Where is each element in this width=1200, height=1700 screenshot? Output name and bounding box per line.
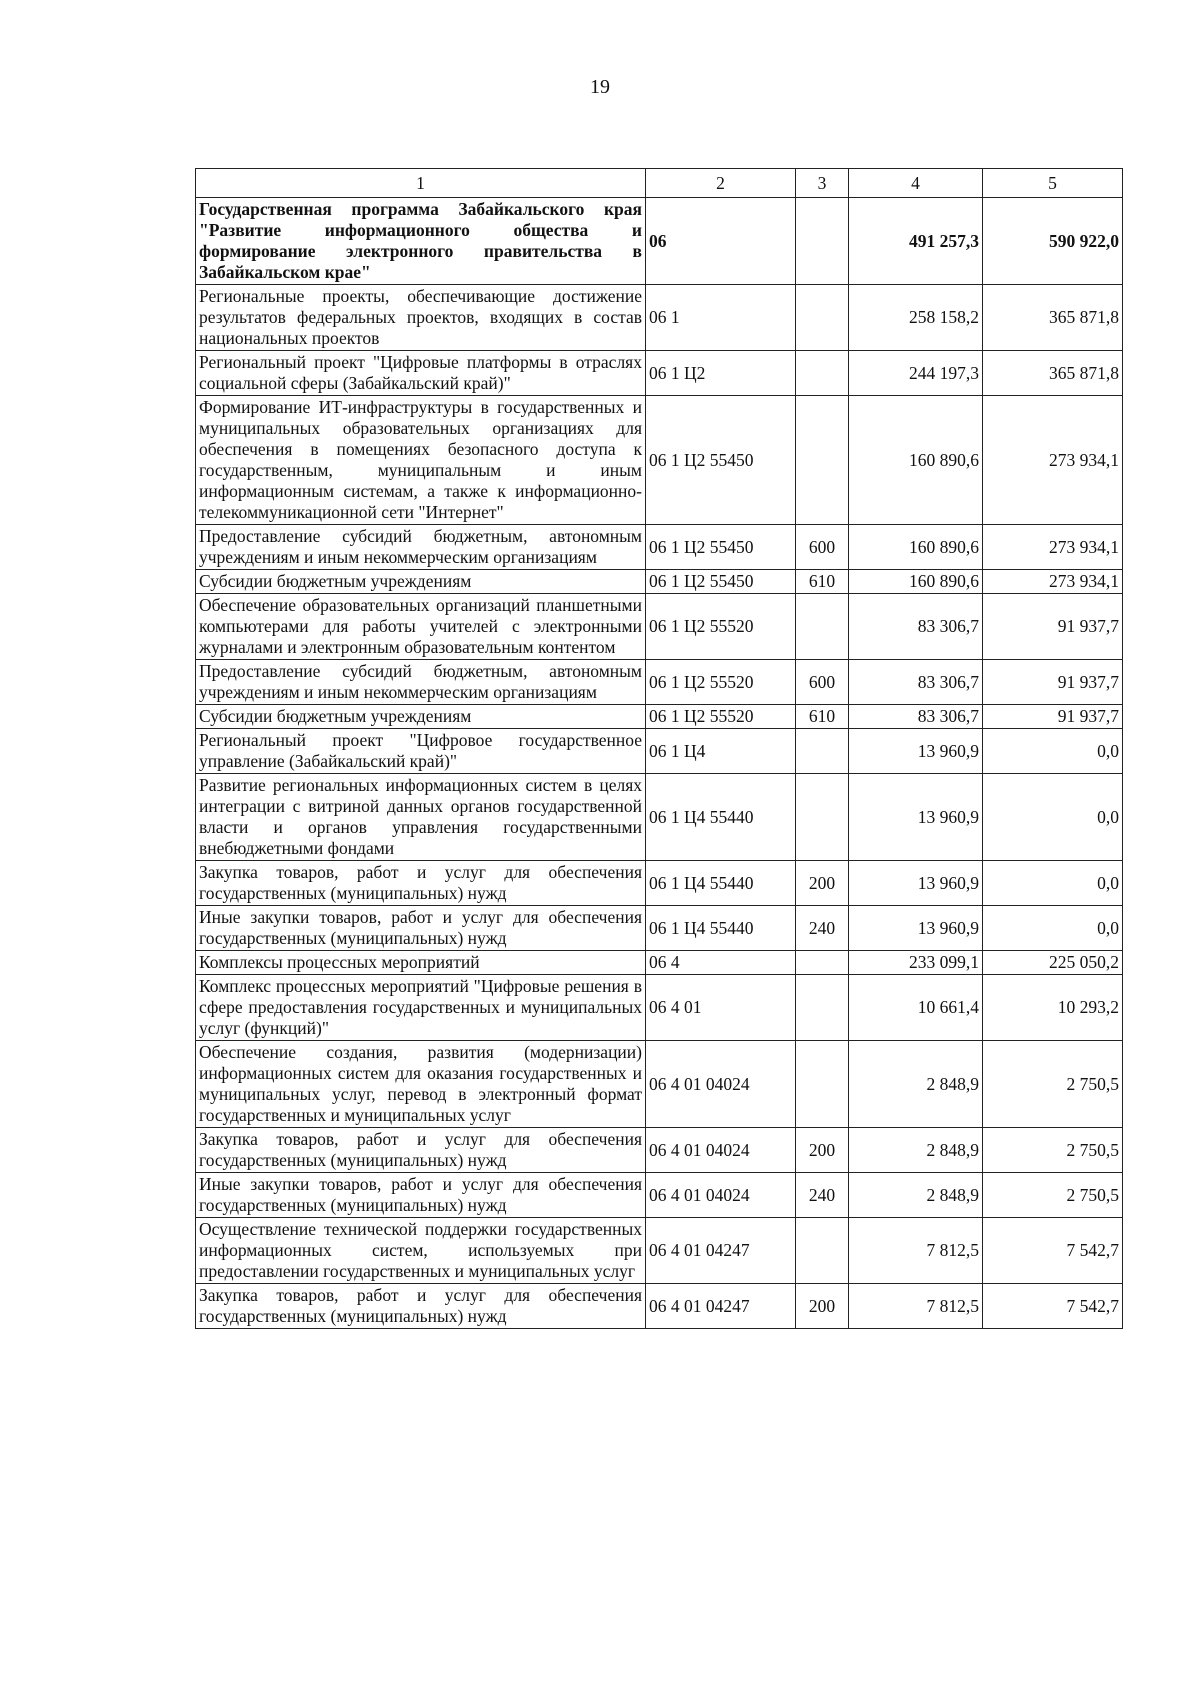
row-name-cell: Осуществление технической поддержки государственных информационных систем, используемых при предоставлении государственных и муниципальных услуг <box>196 1218 646 1284</box>
table-body <box>196 198 1123 1329</box>
row-amount-2-cell: 365 871,8 <box>983 351 1123 396</box>
table-row <box>196 975 1123 1041</box>
table-row <box>196 1128 1123 1173</box>
row-amount-1-cell: 7 812,5 <box>849 1284 983 1329</box>
row-amount-1-cell: 258 158,2 <box>849 285 983 351</box>
row-amount-1-cell: 83 306,7 <box>849 594 983 660</box>
budget-table <box>195 168 1123 1329</box>
row-amount-1-cell: 491 257,3 <box>849 198 983 285</box>
row-name-cell: Комплексы процессных мероприятий <box>196 951 646 975</box>
row-expense-type-cell <box>796 729 849 774</box>
row-expense-type-cell: 200 <box>796 861 849 906</box>
row-expense-type-cell: 610 <box>796 705 849 729</box>
row-name-cell: Иные закупки товаров, работ и услуг для обеспечения государственных (муниципальных) нужд <box>196 906 646 951</box>
row-code-cell: 06 <box>646 198 796 285</box>
row-amount-2-cell: 225 050,2 <box>983 951 1123 975</box>
row-code-cell: 06 1 Ц2 55520 <box>646 660 796 705</box>
row-name-cell: Формирование ИТ-инфраструктуры в государственных и муниципальных образовательных организациях для обеспечения в помещениях безопасного доступа к государственным, муниципальным и иным информационным системам, а также к информационно-телекоммуникационной сети "Интернет" <box>196 396 646 525</box>
row-code-cell: 06 4 <box>646 951 796 975</box>
table-row <box>196 1173 1123 1218</box>
column-header-expense-type: 3 <box>796 169 849 198</box>
row-code-cell: 06 4 01 04024 <box>646 1128 796 1173</box>
row-code-cell: 06 4 01 04247 <box>646 1218 796 1284</box>
table-row <box>196 774 1123 861</box>
row-name-cell: Региональный проект "Цифровые платформы в отраслях социальной сферы (Забайкальский край)" <box>196 351 646 396</box>
row-code-cell: 06 4 01 <box>646 975 796 1041</box>
row-code-cell: 06 4 01 04247 <box>646 1284 796 1329</box>
row-name-cell: Государственная программа Забайкальского края "Развитие информационного общества и формирование электронного правительства в Забайкальском крае" <box>196 198 646 285</box>
row-code-cell: 06 1 Ц2 55520 <box>646 594 796 660</box>
row-amount-1-cell: 13 960,9 <box>849 861 983 906</box>
row-expense-type-cell: 240 <box>796 1173 849 1218</box>
table-row <box>196 1284 1123 1329</box>
row-name-cell: Обеспечение создания, развития (модернизации) информационных систем для оказания государственных и муниципальных услуг, перевод в электронный формат государственных и муниципальных услуг <box>196 1041 646 1128</box>
row-name-cell: Предоставление субсидий бюджетным, автономным учреждениям и иным некоммерческим организациям <box>196 525 646 570</box>
row-expense-type-cell <box>796 951 849 975</box>
row-amount-2-cell: 91 937,7 <box>983 705 1123 729</box>
row-amount-1-cell: 2 848,9 <box>849 1041 983 1128</box>
table-row <box>196 951 1123 975</box>
row-name-cell: Закупка товаров, работ и услуг для обеспечения государственных (муниципальных) нужд <box>196 1128 646 1173</box>
row-amount-2-cell: 2 750,5 <box>983 1128 1123 1173</box>
row-amount-2-cell: 2 750,5 <box>983 1173 1123 1218</box>
row-amount-1-cell: 10 661,4 <box>849 975 983 1041</box>
row-code-cell: 06 1 Ц4 55440 <box>646 861 796 906</box>
row-code-cell: 06 1 Ц4 55440 <box>646 906 796 951</box>
table-header-row <box>196 169 1123 198</box>
row-code-cell: 06 4 01 04024 <box>646 1173 796 1218</box>
row-name-cell: Иные закупки товаров, работ и услуг для обеспечения государственных (муниципальных) нужд <box>196 1173 646 1218</box>
column-header-amount-1: 4 <box>849 169 983 198</box>
row-amount-2-cell: 91 937,7 <box>983 660 1123 705</box>
table-row <box>196 198 1123 285</box>
row-expense-type-cell <box>796 594 849 660</box>
table-row <box>196 705 1123 729</box>
row-expense-type-cell <box>796 1218 849 1284</box>
row-code-cell: 06 1 Ц2 55450 <box>646 570 796 594</box>
row-name-cell: Комплекс процессных мероприятий "Цифровые решения в сфере предоставления государственных и муниципальных услуг (функций)" <box>196 975 646 1041</box>
row-amount-2-cell: 0,0 <box>983 861 1123 906</box>
page-number: 19 <box>590 76 610 98</box>
column-header-amount-2: 5 <box>983 169 1123 198</box>
row-expense-type-cell <box>796 1041 849 1128</box>
row-amount-1-cell: 160 890,6 <box>849 570 983 594</box>
row-amount-2-cell: 273 934,1 <box>983 570 1123 594</box>
row-amount-1-cell: 83 306,7 <box>849 705 983 729</box>
table-row <box>196 729 1123 774</box>
table-row <box>196 1041 1123 1128</box>
row-amount-2-cell: 0,0 <box>983 774 1123 861</box>
row-amount-1-cell: 83 306,7 <box>849 660 983 705</box>
row-expense-type-cell <box>796 285 849 351</box>
table-row <box>196 660 1123 705</box>
row-expense-type-cell: 200 <box>796 1284 849 1329</box>
row-name-cell: Субсидии бюджетным учреждениям <box>196 705 646 729</box>
row-code-cell: 06 1 <box>646 285 796 351</box>
row-code-cell: 06 1 Ц2 <box>646 351 796 396</box>
row-amount-2-cell: 273 934,1 <box>983 525 1123 570</box>
table-row <box>196 906 1123 951</box>
row-amount-1-cell: 244 197,3 <box>849 351 983 396</box>
row-expense-type-cell <box>796 975 849 1041</box>
table-row <box>196 570 1123 594</box>
row-amount-2-cell: 365 871,8 <box>983 285 1123 351</box>
table-row <box>196 861 1123 906</box>
row-amount-2-cell: 273 934,1 <box>983 396 1123 525</box>
row-amount-1-cell: 13 960,9 <box>849 774 983 861</box>
row-code-cell: 06 1 Ц4 <box>646 729 796 774</box>
row-amount-2-cell: 91 937,7 <box>983 594 1123 660</box>
table-row <box>196 594 1123 660</box>
column-header-name: 1 <box>196 169 646 198</box>
row-amount-2-cell: 590 922,0 <box>983 198 1123 285</box>
row-amount-1-cell: 160 890,6 <box>849 396 983 525</box>
row-name-cell: Региональный проект "Цифровое государственное управление (Забайкальский край)" <box>196 729 646 774</box>
row-code-cell: 06 1 Ц2 55520 <box>646 705 796 729</box>
row-amount-1-cell: 233 099,1 <box>849 951 983 975</box>
table-row <box>196 525 1123 570</box>
row-amount-1-cell: 13 960,9 <box>849 729 983 774</box>
row-amount-2-cell: 7 542,7 <box>983 1284 1123 1329</box>
row-amount-2-cell: 2 750,5 <box>983 1041 1123 1128</box>
row-name-cell: Региональные проекты, обеспечивающие достижение результатов федеральных проектов, входящих в состав национальных проектов <box>196 285 646 351</box>
row-amount-1-cell: 160 890,6 <box>849 525 983 570</box>
row-amount-1-cell: 2 848,9 <box>849 1128 983 1173</box>
row-expense-type-cell: 200 <box>796 1128 849 1173</box>
row-expense-type-cell: 240 <box>796 906 849 951</box>
row-name-cell: Обеспечение образовательных организаций планшетными компьютерами для работы учителей с электронными журналами и электронным образовательным контентом <box>196 594 646 660</box>
row-amount-1-cell: 7 812,5 <box>849 1218 983 1284</box>
row-name-cell: Предоставление субсидий бюджетным, автономным учреждениям и иным некоммерческим организациям <box>196 660 646 705</box>
column-header-code: 2 <box>646 169 796 198</box>
row-code-cell: 06 4 01 04024 <box>646 1041 796 1128</box>
table-row <box>196 396 1123 525</box>
row-expense-type-cell <box>796 774 849 861</box>
row-amount-2-cell: 0,0 <box>983 729 1123 774</box>
row-expense-type-cell <box>796 198 849 285</box>
row-code-cell: 06 1 Ц2 55450 <box>646 396 796 525</box>
row-name-cell: Развитие региональных информационных систем в целях интеграции с витриной данных органов государственной власти и органов управления государственными внебюджетными фондами <box>196 774 646 861</box>
row-name-cell: Субсидии бюджетным учреждениям <box>196 570 646 594</box>
table-row <box>196 285 1123 351</box>
row-expense-type-cell: 610 <box>796 570 849 594</box>
row-expense-type-cell <box>796 396 849 525</box>
row-amount-1-cell: 2 848,9 <box>849 1173 983 1218</box>
row-expense-type-cell: 600 <box>796 525 849 570</box>
table-row <box>196 351 1123 396</box>
row-code-cell: 06 1 Ц2 55450 <box>646 525 796 570</box>
row-code-cell: 06 1 Ц4 55440 <box>646 774 796 861</box>
row-amount-1-cell: 13 960,9 <box>849 906 983 951</box>
row-amount-2-cell: 10 293,2 <box>983 975 1123 1041</box>
table-row <box>196 1218 1123 1284</box>
row-name-cell: Закупка товаров, работ и услуг для обеспечения государственных (муниципальных) нужд <box>196 1284 646 1329</box>
row-amount-2-cell: 0,0 <box>983 906 1123 951</box>
row-name-cell: Закупка товаров, работ и услуг для обеспечения государственных (муниципальных) нужд <box>196 861 646 906</box>
row-expense-type-cell: 600 <box>796 660 849 705</box>
row-amount-2-cell: 7 542,7 <box>983 1218 1123 1284</box>
row-expense-type-cell <box>796 351 849 396</box>
